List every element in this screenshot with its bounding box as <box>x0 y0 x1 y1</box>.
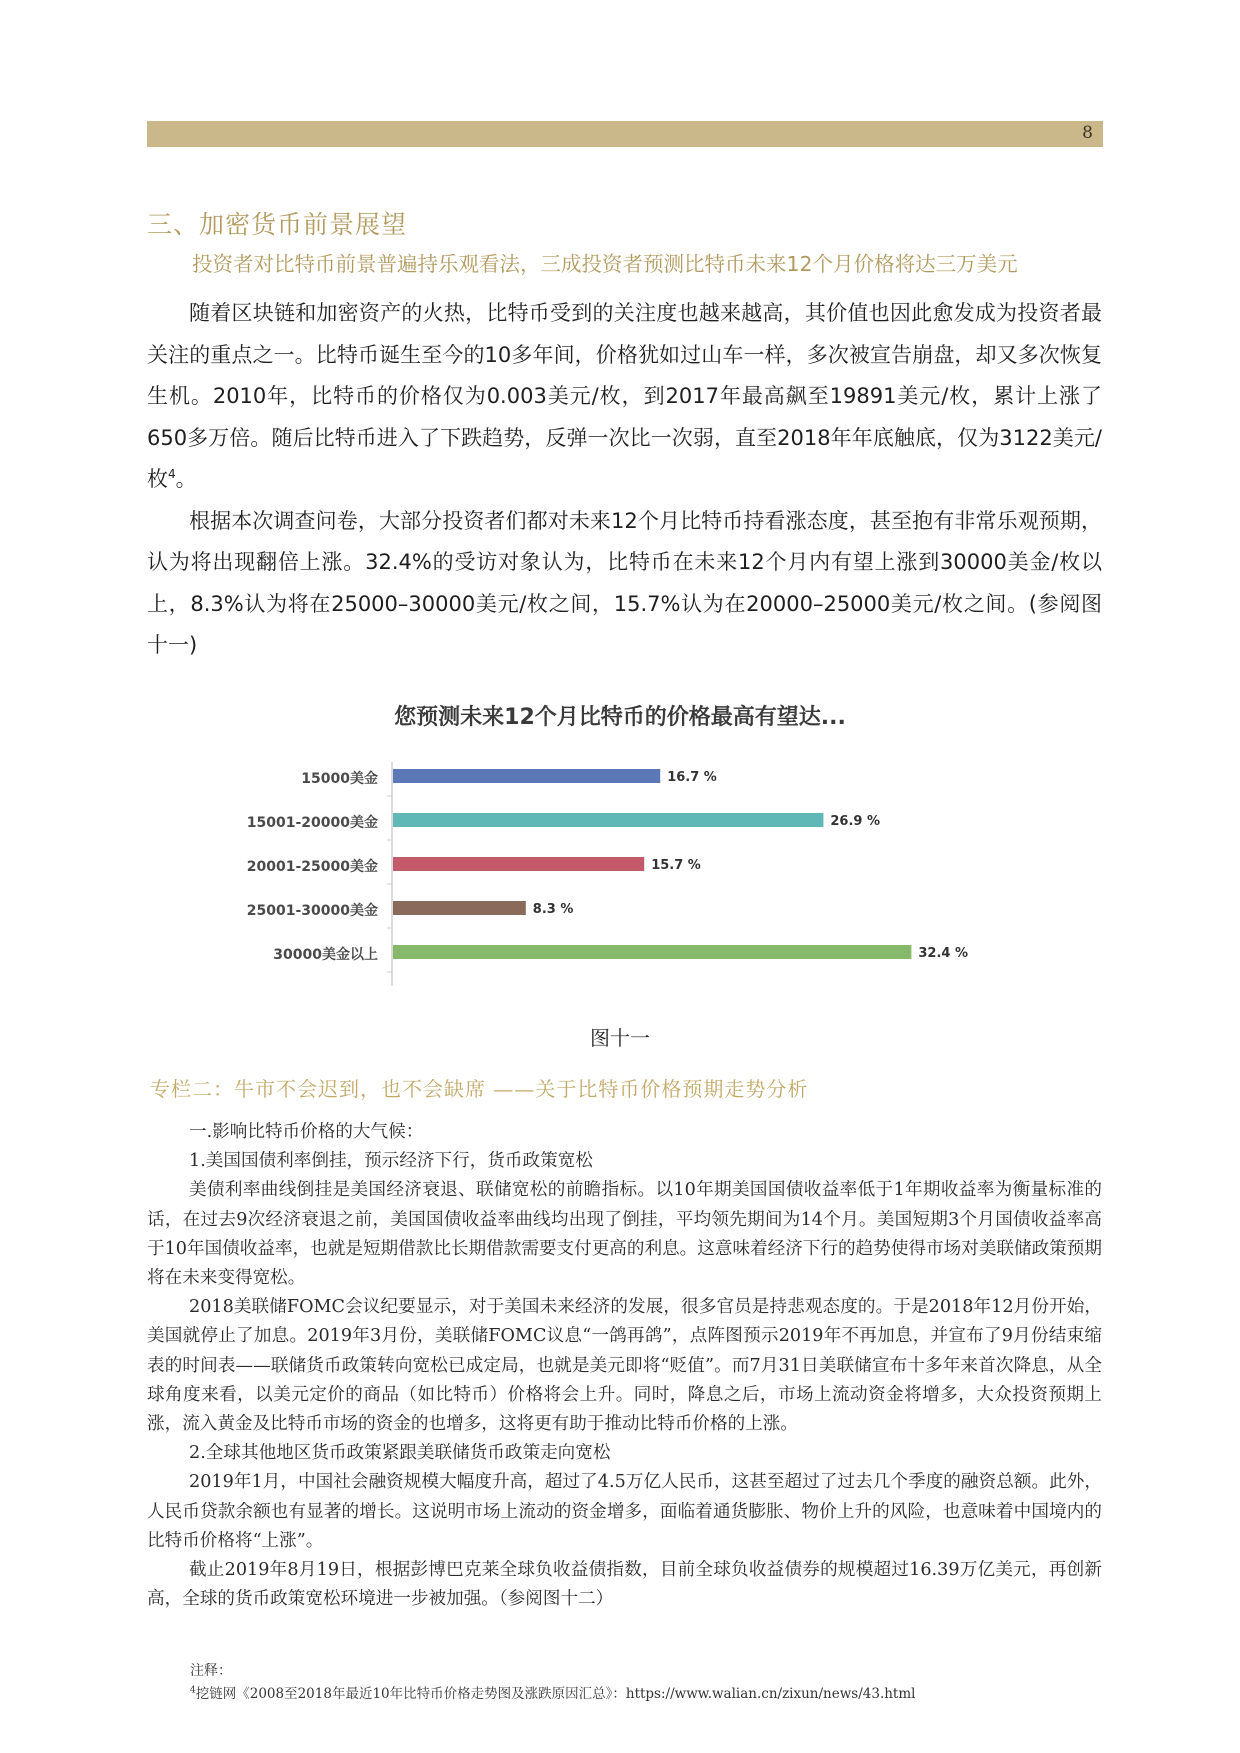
category-label: 30000美金以上 <box>273 947 378 963</box>
column-body <box>147 1118 1102 1614</box>
footnote <box>190 1682 915 1702</box>
category-label: 20001-25000美金 <box>246 859 378 875</box>
figure-caption: 图十一 <box>590 1026 650 1050</box>
body-paragraph: 根据本次调查问卷，大部分投资者们都对未来12个月比特币持看涨态度，甚至抱有非常乐观预期，认为将出现翻倍上涨。32.4%的受访对象认为，比特币在未来12个月内有望上涨到30000美金/枚以上，8.3%认为将在25000–30000美元/枚之间，15.7%认为在20000–25000美元/枚之间。(参阅图十一) <box>147 508 1102 657</box>
bar-chart <box>0 760 1240 1000</box>
value-label: 15.7 % <box>651 858 701 873</box>
category-label: 15001-20000美金 <box>246 815 378 831</box>
bar <box>393 901 526 915</box>
footnote-ref: 4 <box>168 467 176 481</box>
section-subtitle: 投资者对比特币前景普遍持乐观看法，三成投资者预测比特币未来12个月价格将达三万美元 <box>192 252 1018 276</box>
body-text <box>147 293 1102 667</box>
body-paragraph <box>147 293 1102 501</box>
category-label: 15000美金 <box>301 771 378 787</box>
bar <box>393 813 823 827</box>
category-label: 25001-30000美金 <box>246 903 378 919</box>
value-label: 32.4 % <box>918 946 969 961</box>
value-label: 8.3 % <box>532 902 574 917</box>
section-title: 三、加密货币前景展望 <box>147 210 408 239</box>
value-label: 26.9 % <box>830 814 881 829</box>
body-paragraph-end: 。 <box>175 467 197 491</box>
column-paragraph: 美债利率曲线倒挂是美国经济衰退、联储宽松的前瞻指标。以10年期美国国债收益率低于1年期收益率为衡量标准的话，在过去9次经济衰退之前，美国国债收益率曲线均出现了倒挂，平均领先期间为14个月。美国短期3个月国债收益率高于10年国债收益率，也就是短期借款比长期借款需要支付更高的利息。这意味着经济下行的趋势使得市场对美联储政策预期将在未来变得宽松。 <box>147 1180 1102 1289</box>
column-heading: 专栏二：牛市不会迟到，也不会缺席 ——关于比特币价格预期走势分析 <box>150 1077 809 1101</box>
footnote-label: 注释： <box>190 1663 232 1679</box>
header-bar <box>147 121 1103 147</box>
bar <box>393 857 644 871</box>
column-paragraph: 2018美联储FOMC会议纪要显示，对于美国未来经济的发展，很多官员是持悲观态度的。于是2018年12月份开始，美国就停止了加息。2019年3月份，美联储FOMC议息“一鸽再鸽”，点阵图预示2019年不再加息，并宣布了9月份结束缩表的时间表——联储货币政策转向宽松已成定局，也就是美元即将“贬值”。而7月31日美联储宣布十多年来首次降息，从全球角度来看，以美元定价的商品（如比特币）价格将会上升。同时，降息之后，市场上流动资金将增多，大众投资预期上涨，流入黄金及比特币市场的资金的也增多，这将更有助于推动比特币价格的上涨。 <box>147 1297 1102 1435</box>
value-label: 16.7 % <box>667 770 717 785</box>
footnote-number: 4 <box>190 1685 196 1696</box>
bar <box>393 945 911 959</box>
chart-title: 您预测未来12个月比特币的价格最高有望达... <box>394 705 846 730</box>
column-subheading: 一.影响比特币价格的大气候： <box>189 1122 424 1142</box>
footnote-text: 挖链网《2008至2018年最近10年比特币价格走势图及涨跌原因汇总》：https://www.walian.cn/zixun/news/43.html <box>195 1686 916 1702</box>
column-subheading: 1.美国国债利率倒挂，预示经济下行，货币政策宽松 <box>189 1151 593 1172</box>
column-paragraph: 截止2019年8月19日，根据彭博巴克莱全球负收益债指数，目前全球负收益债券的规模超过16.39万亿美元，再创新高，全球的货币政策宽松环境进一步被加强。（参阅图十二） <box>147 1560 1102 1610</box>
page-number: 8 <box>1082 123 1093 143</box>
column-paragraph: 2019年1月，中国社会融资规模大幅度升高，超过了4.5万亿人民币，这甚至超过了过去几个季度的融资总额。此外，人民币贷款余额也有显著的增长。这说明市场上流动的资金增多，面临着通货膨胀、物价上升的风险，也意味着中国境内的比特币价格将“上涨”。 <box>147 1472 1102 1551</box>
body-paragraph-text: 随着区块链和加密资产的火热，比特币受到的关注度也越来越高，其价值也因此愈发成为投资者最关注的重点之一。比特币诞生至今的10多年间，价格犹如过山车一样，多次被宣告崩盘，却又多次恢复生机。2010年，比特币的价格仅为0.003美元/枚，到2017年最高飙至19891美元/枚，累计上涨了650多万倍。随后比特币进入了下跌趋势，反弹一次比一次弱，直至2018年年底触底，仅为3122美元/枚 <box>147 301 1102 491</box>
column-subheading: 2.全球其他地区货币政策紧跟美联储货币政策走向宽松 <box>189 1443 611 1464</box>
bar <box>393 769 660 783</box>
